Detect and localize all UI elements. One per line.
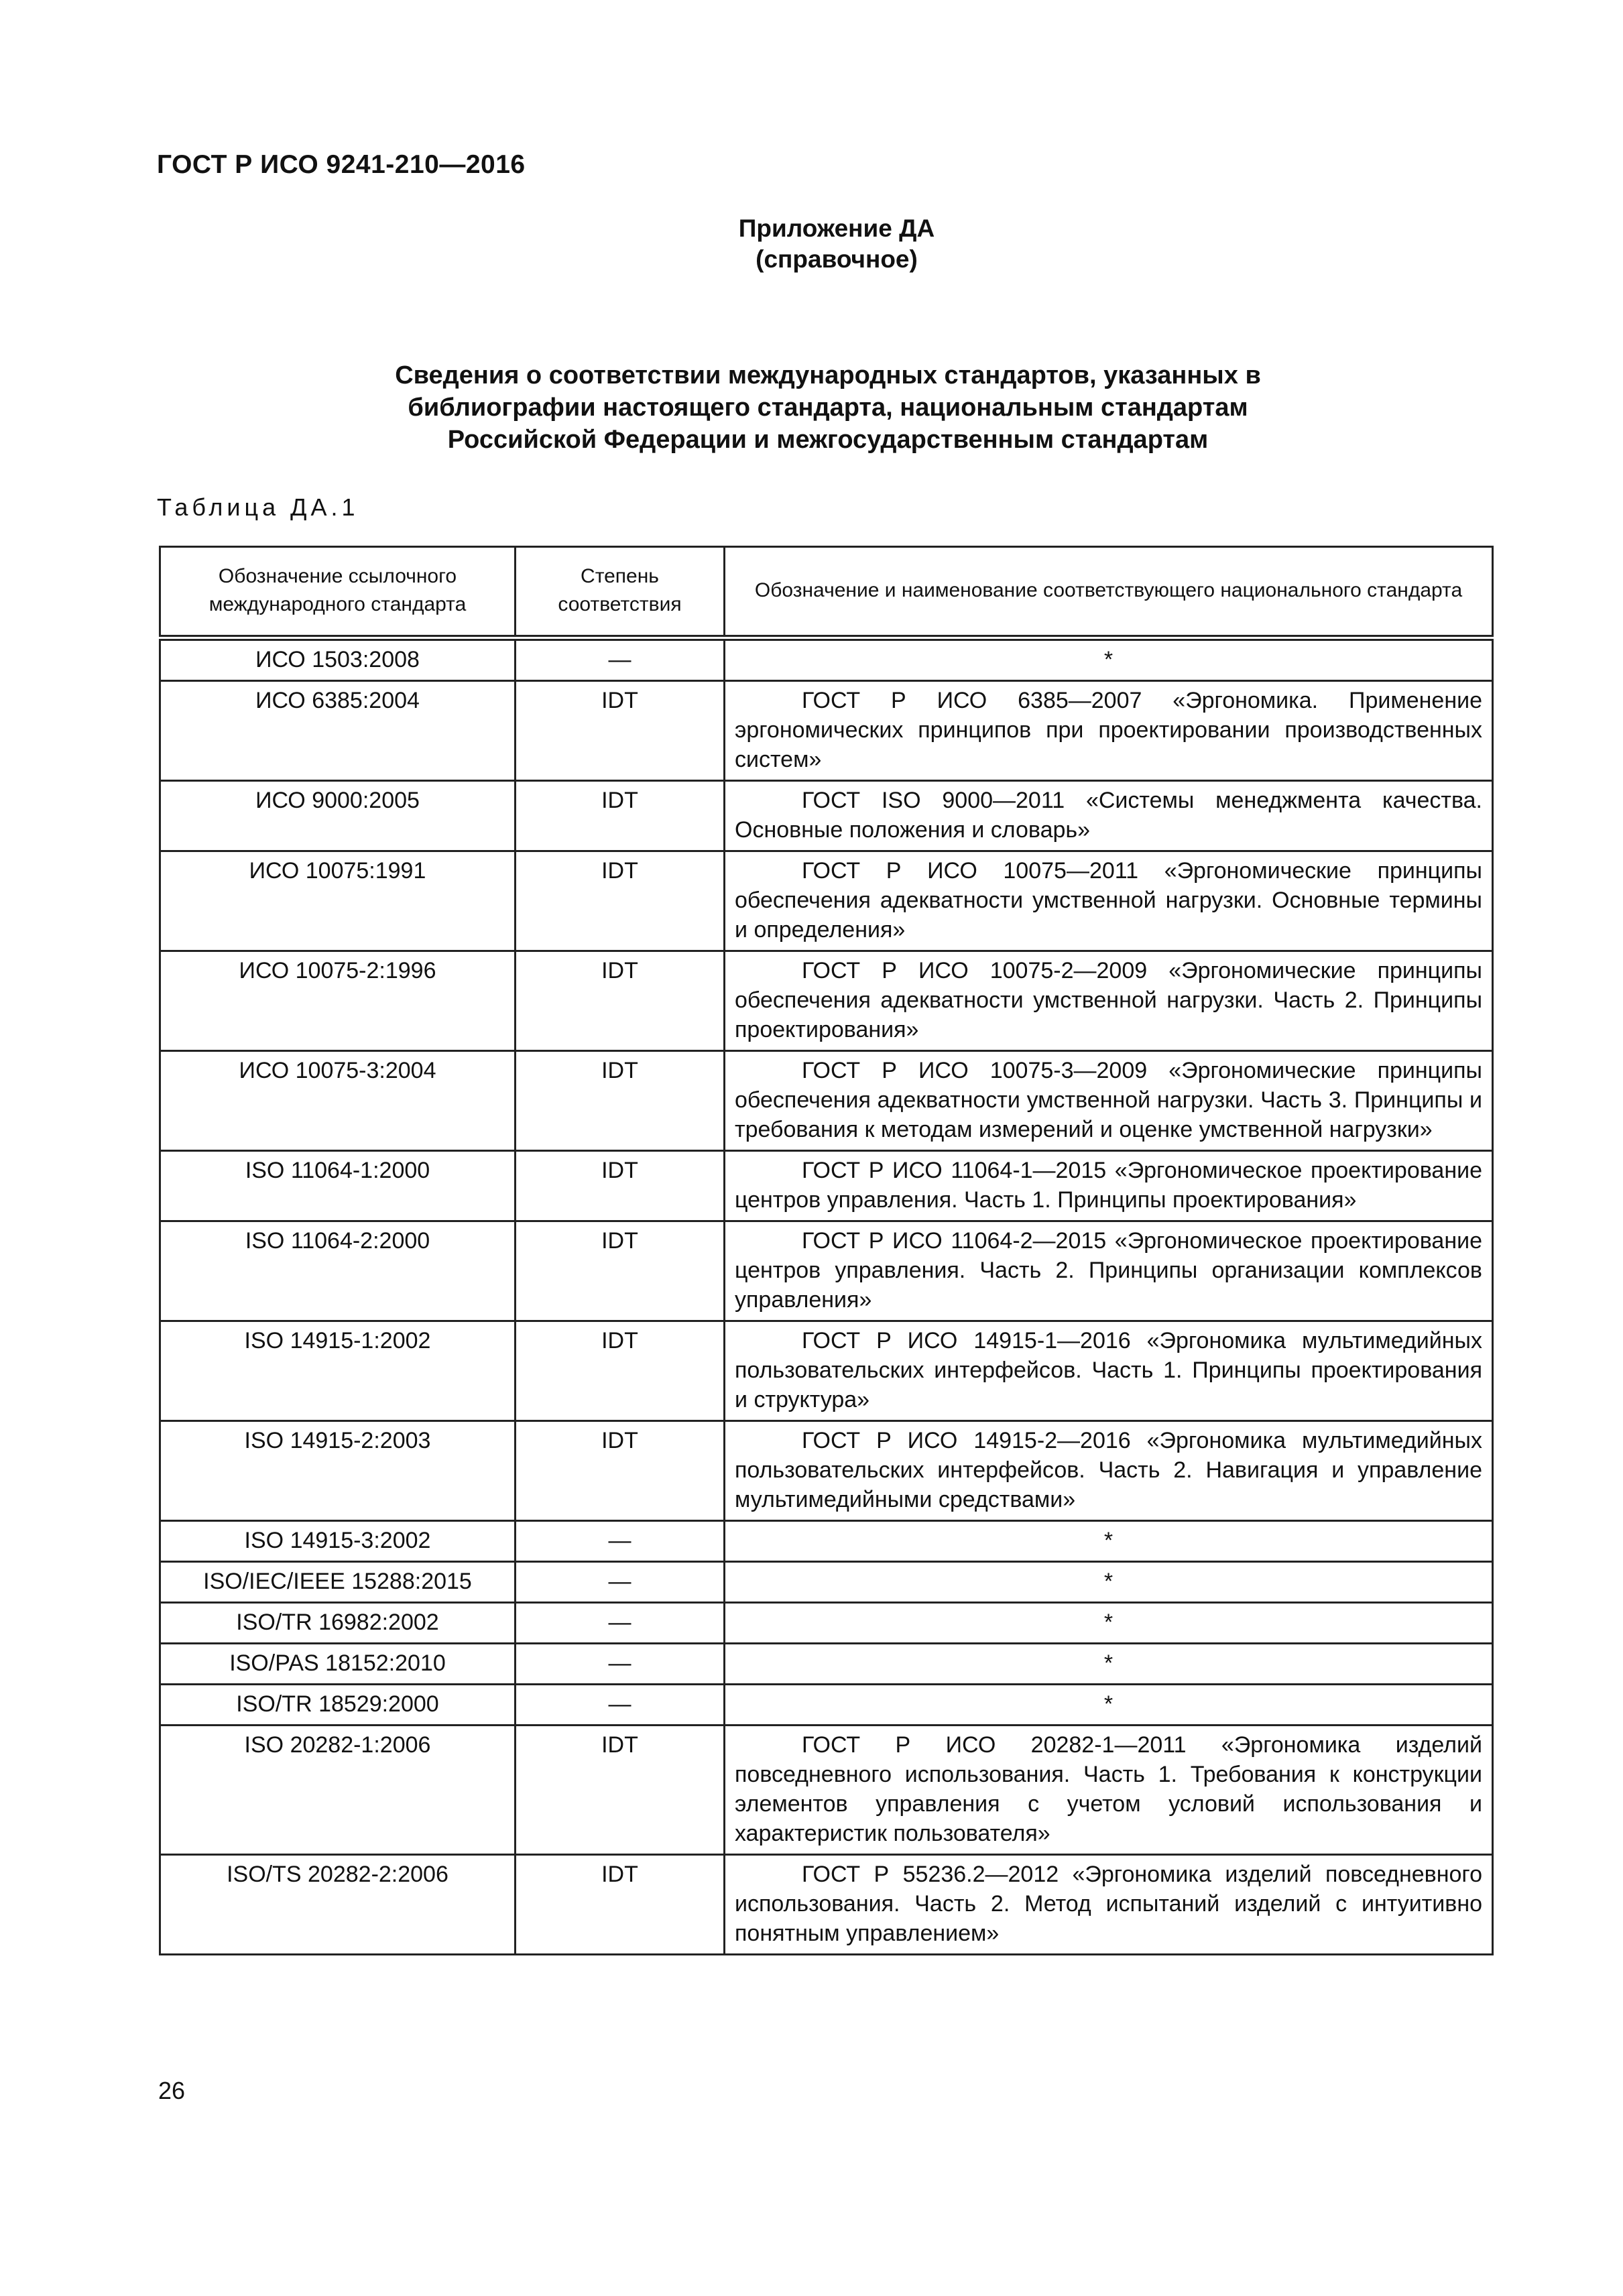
table-header-row: [160, 547, 1493, 638]
table-row: [160, 638, 1493, 681]
national-standard-name: [725, 638, 1493, 681]
table-row: [160, 1685, 1493, 1726]
national-standard-text: ГОСТ Р 55236.2—2012 «Эргономика изделий повседневного использования. Часть 2. Метод испытаний изделий с интуитивно понятным управлением»: [735, 1862, 1482, 1946]
table-row: [160, 1644, 1493, 1685]
header-national-standard: Обозначение и наименование соответствующего национального стандарта: [725, 547, 1493, 638]
table-row: [160, 951, 1493, 1051]
national-standard-name: [725, 781, 1493, 851]
header-degree-of-correspondence: Степень соответствия: [516, 547, 725, 638]
degree-of-correspondence: IDT: [516, 681, 725, 781]
national-standard-name: [725, 1421, 1493, 1521]
national-standard-text: ГОСТ Р ИСО 10075—2011 «Эргономические принципы обеспечения адекватности умственной нагрузки. Основные термины и определения»: [735, 858, 1482, 943]
degree-of-correspondence: —: [516, 1644, 725, 1685]
table-row: [160, 1321, 1493, 1421]
international-standard-code: ISO 14915-1:2002: [160, 1321, 516, 1421]
degree-of-correspondence: IDT: [516, 781, 725, 851]
national-standard-text: ГОСТ Р ИСО 11064-1—2015 «Эргономическое проектирование центров управления. Часть 1. Принципы проектирования»: [735, 1158, 1482, 1213]
section-title-line: Сведения о соответствии международных стандартов, указанных в: [395, 361, 1261, 389]
international-standard-code: ИСО 10075-2:1996: [160, 951, 516, 1051]
header-international-standard: Обозначение ссылочного международного стандарта: [160, 547, 516, 638]
national-standard-name: [725, 1562, 1493, 1603]
table-label: Таблица ДА.1: [157, 493, 359, 521]
international-standard-code: ИСО 1503:2008: [160, 638, 516, 681]
national-standard-text: *: [1103, 1691, 1114, 1717]
degree-of-correspondence: IDT: [516, 951, 725, 1051]
international-standard-code: ISO 14915-2:2003: [160, 1421, 516, 1521]
national-standard-name: [725, 1644, 1493, 1685]
national-standard-name: [725, 1521, 1493, 1562]
international-standard-code: ISO/PAS 18152:2010: [160, 1644, 516, 1685]
national-standard-text: *: [1103, 1650, 1114, 1676]
table-row: [160, 1726, 1493, 1855]
degree-of-correspondence: IDT: [516, 1726, 725, 1855]
degree-of-correspondence: IDT: [516, 1051, 725, 1151]
annex-title: Приложение ДА: [738, 215, 935, 242]
national-standard-text: *: [1103, 1569, 1114, 1594]
degree-of-correspondence: —: [516, 1685, 725, 1726]
table-row: [160, 681, 1493, 781]
international-standard-code: ISO/TS 20282-2:2006: [160, 1855, 516, 1955]
international-standard-code: ИСО 10075:1991: [160, 851, 516, 951]
table-row: [160, 1855, 1493, 1955]
document-code: ГОСТ Р ИСО 9241-210—2016: [157, 150, 526, 179]
correspondence-table-wrapper: [159, 546, 1492, 1955]
international-standard-code: ИСО 9000:2005: [160, 781, 516, 851]
international-standard-code: ИСО 6385:2004: [160, 681, 516, 781]
degree-of-correspondence: IDT: [516, 1421, 725, 1521]
international-standard-code: ISO 14915-3:2002: [160, 1521, 516, 1562]
national-standard-text: ГОСТ Р ИСО 11064-2—2015 «Эргономическое проектирование центров управления. Часть 2. Принципы организации комплексов управления»: [735, 1228, 1482, 1313]
degree-of-correspondence: IDT: [516, 1855, 725, 1955]
table-row: [160, 1221, 1493, 1321]
table-row: [160, 1421, 1493, 1521]
national-standard-text: ГОСТ Р ИСО 14915-2—2016 «Эргономика мультимедийных пользовательских интерфейсов. Часть 2. Навигация и управление мультимедийными средствами»: [735, 1428, 1482, 1512]
national-standard-name: [725, 1603, 1493, 1644]
national-standard-text: ГОСТ Р ИСО 10075-3—2009 «Эргономические принципы обеспечения адекватности умственной нагрузки. Часть 3. Принципы и требования к методам измерений и оценке умственной нагрузки»: [735, 1058, 1482, 1142]
table-row: [160, 851, 1493, 951]
international-standard-code: ISO 20282-1:2006: [160, 1726, 516, 1855]
annex-heading: [0, 213, 1623, 275]
national-standard-text: ГОСТ ISO 9000—2011 «Системы менеджмента качества. Основные положения и словарь»: [735, 788, 1482, 843]
international-standard-code: ISO/TR 18529:2000: [160, 1685, 516, 1726]
national-standard-name: [725, 1321, 1493, 1421]
degree-of-correspondence: IDT: [516, 1151, 725, 1221]
international-standard-code: ISO/IEC/IEEE 15288:2015: [160, 1562, 516, 1603]
national-standard-text: *: [1103, 1528, 1114, 1553]
section-title-line: библиографии настоящего стандарта, национальным стандартам: [408, 394, 1248, 422]
annex-type: (справочное): [756, 245, 918, 273]
international-standard-code: ИСО 10075-3:2004: [160, 1051, 516, 1151]
national-standard-name: [725, 851, 1493, 951]
degree-of-correspondence: IDT: [516, 1221, 725, 1321]
national-standard-name: [725, 1221, 1493, 1321]
table-row: [160, 1151, 1493, 1221]
national-standard-name: [725, 1685, 1493, 1726]
correspondence-table: [159, 546, 1494, 1955]
degree-of-correspondence: —: [516, 1603, 725, 1644]
page-number: 26: [158, 2077, 186, 2104]
national-standard-text: *: [1103, 1610, 1114, 1635]
national-standard-text: ГОСТ Р ИСО 20282-1—2011 «Эргономика изделий повседневного использования. Часть 1. Требования к конструкции элементов управления с учетом условий использования и характеристик пользователя»: [735, 1732, 1482, 1846]
table-row: [160, 1562, 1493, 1603]
table-row: [160, 1051, 1493, 1151]
national-standard-name: [725, 681, 1493, 781]
national-standard-text: ГОСТ Р ИСО 6385—2007 «Эргономика. Применение эргономических принципов при проектировании производственных систем»: [735, 688, 1482, 772]
degree-of-correspondence: —: [516, 638, 725, 681]
table-row: [160, 781, 1493, 851]
degree-of-correspondence: IDT: [516, 1321, 725, 1421]
national-standard-name: [725, 1726, 1493, 1855]
international-standard-code: ISO/TR 16982:2002: [160, 1603, 516, 1644]
degree-of-correspondence: —: [516, 1521, 725, 1562]
national-standard-name: [725, 951, 1493, 1051]
national-standard-name: [725, 1151, 1493, 1221]
national-standard-text: ГОСТ Р ИСО 14915-1—2016 «Эргономика мультимедийных пользовательских интерфейсов. Часть 1. Принципы проектирования и структура»: [735, 1328, 1482, 1412]
section-title: [255, 359, 1401, 456]
degree-of-correspondence: —: [516, 1562, 725, 1603]
table-row: [160, 1603, 1493, 1644]
national-standard-name: [725, 1051, 1493, 1151]
national-standard-text: *: [1103, 647, 1114, 672]
table-row: [160, 1521, 1493, 1562]
international-standard-code: ISO 11064-2:2000: [160, 1221, 516, 1321]
section-title-line: Российской Федерации и межгосударственным стандартам: [447, 426, 1209, 454]
table-body: [160, 638, 1493, 1955]
degree-of-correspondence: IDT: [516, 851, 725, 951]
national-standard-text: ГОСТ Р ИСО 10075-2—2009 «Эргономические принципы обеспечения адекватности умственной нагрузки. Часть 2. Принципы проектирования»: [735, 958, 1482, 1042]
international-standard-code: ISO 11064-1:2000: [160, 1151, 516, 1221]
national-standard-name: [725, 1855, 1493, 1955]
